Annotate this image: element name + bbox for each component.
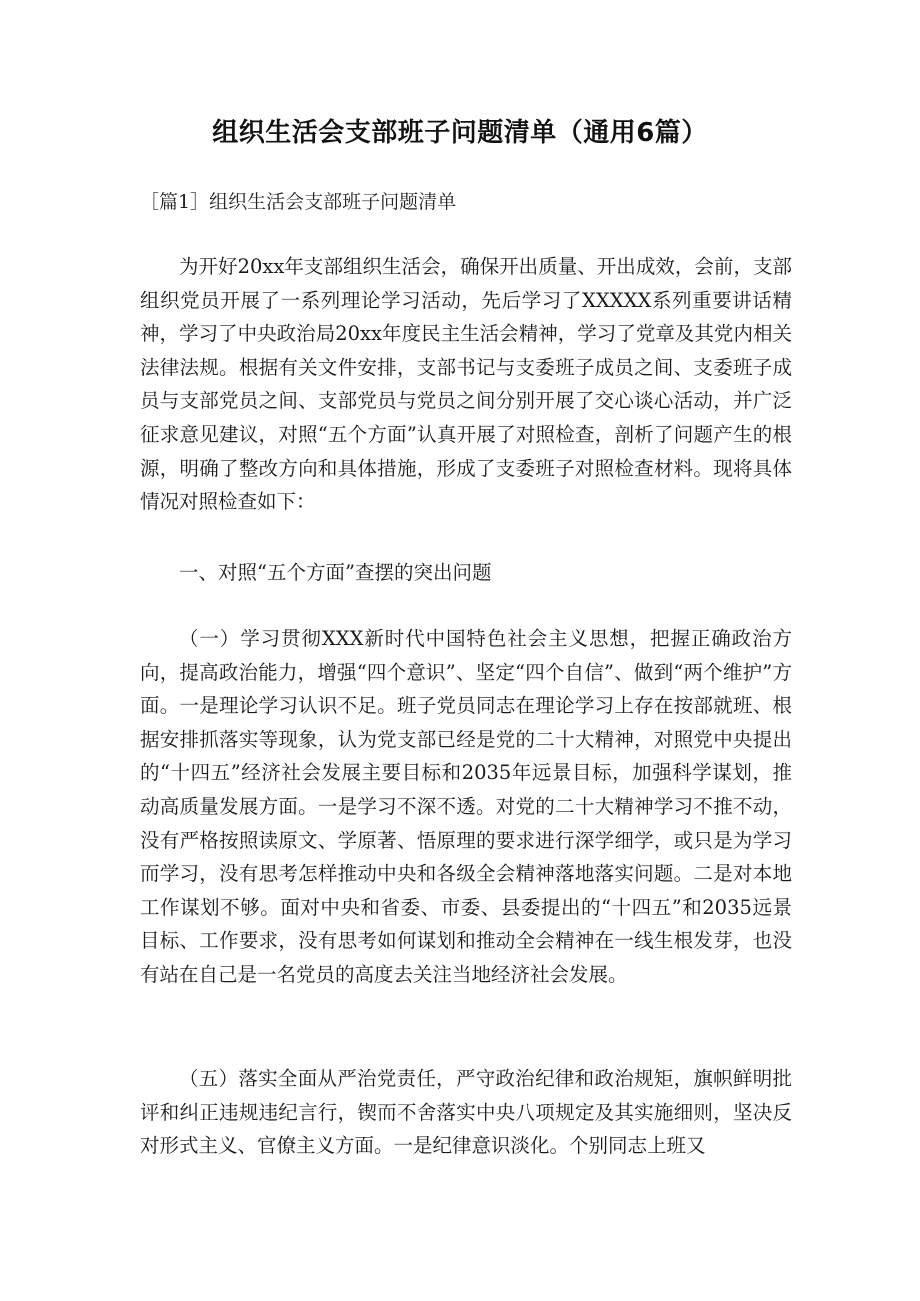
document-title: 组织生活会支部班子问题清单（通用6篇） bbox=[212, 118, 708, 148]
intro-paragraph: 为开好20xx年支部组织生活会，确保开出质量、开出成效，会前，支部组织党员开展了一系列理论学习活动，先后学习了XXXXX系列重要讲话精神，学习了中央政治局20xx年度民主生活会精神，学习了党章及其党内相关法律法规。根据有关文件安排，支部书记与支委班子成员之间、支委班子成员与支部党员之间、支部党员与党员之间分别开展了交心谈心活动，并广泛征求意见建议，对照“五个方面”认真开展了对照检查，剖析了问题产生的根源，明确了整改方向和具体措施，形成了支委班子对照检查材料。现将具体情况对照检查如下： bbox=[140, 255, 792, 514]
body-paragraph-1: （一）学习贯彻XXX新时代中国特色社会主义思想，把握正确政治方向，提高政治能力，增强“四个意识”、坚定“四个自信”、做到“两个维护”方面。一是理论学习认识不足。班子党员同志在理论学习上存在按部就班、根据安排抓落实等现象，认为党支部已经是党的二十大精神，对照党中央提出的“十四五”经济社会发展主要目标和2035年远景目标，加强科学谋划，推动高质量发展方面。一是学习不深不透。对党的二十大精神学习不推不动，没有严格按照读原文、学原著、悟原理的要求进行深学细学，或只是为学习而学习，没有思考怎样推动中央和各级全会精神落地落实问题。二是对本地工作谋划不够。面对中央和省委、市委、县委提出的“十四五”和2035远景目标、工作要求，没有思考如何谋划和推动全会精神在一线生根发芽，也没有站在自己是一名党员的高度去关注当地经济社会发展。 bbox=[140, 627, 792, 986]
chapter-heading: ［篇1］组织生活会支部班子问题清单 bbox=[140, 191, 457, 213]
body-paragraph-5: （五）落实全面从严治党责任，严守政治纪律和政治规矩，旗帜鲜明批评和纠正违规违纪言行，锲而不舍落实中央八项规定及其实施细则，坚决反对形式主义、官僚主义方面。一是纪律意识淡化。个别同志上班又 bbox=[140, 1067, 792, 1158]
section-heading: 一、对照“五个方面”查摆的突出问题 bbox=[179, 561, 492, 584]
